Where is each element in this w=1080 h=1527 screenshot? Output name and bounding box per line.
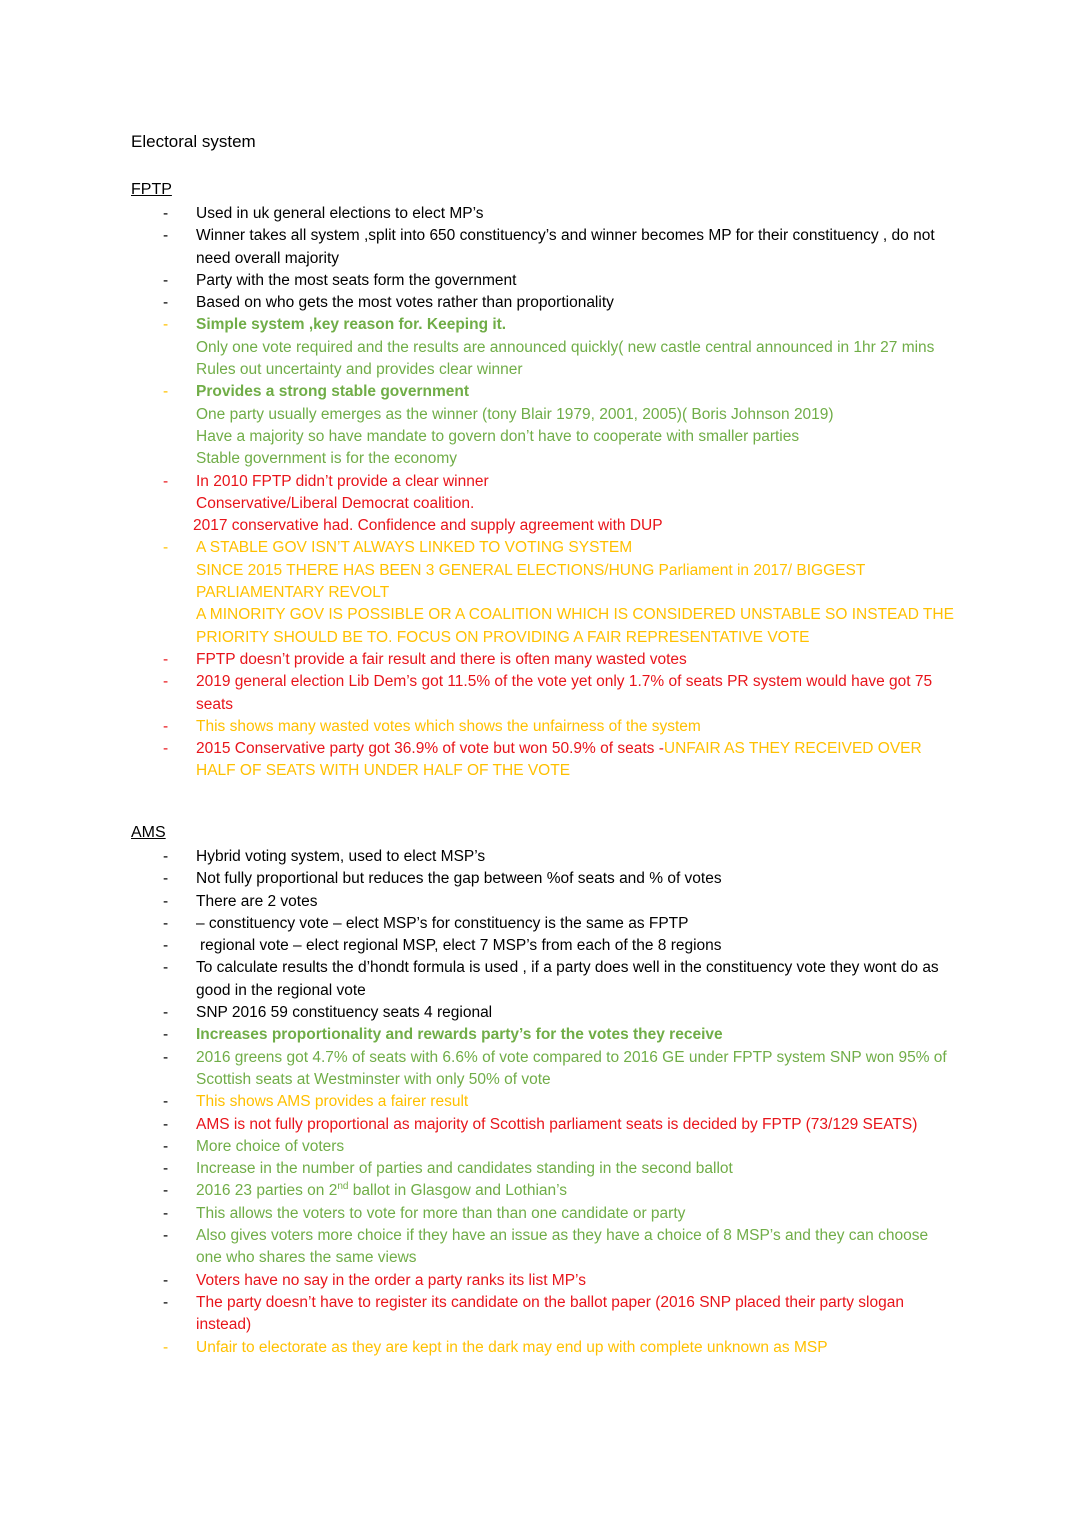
section-heading-fptp: FPTP <box>131 181 172 198</box>
list-item: - FPTP doesn’t provide a fair result and there is often many wasted votes <box>163 650 687 668</box>
list-item: 2017 conservative had. Confidence and supply agreement with DUP <box>193 517 663 535</box>
list-item: - 2016 greens got 4.7% of seats with 6.6% of vote compared to 2016 GE under FPTP system SNP won 95% of Scottish seats at Westminster with only 50% of vote <box>163 1048 947 1088</box>
list-item: A MINORITY GOV IS POSSIBLE OR A COALITION WHICH IS CONSIDERED UNSTABLE SO INSTEAD THE PRIORITY SHOULD BE TO. FOCUS ON PROVIDING A FAIR REPRESENTATIVE VOTE <box>196 606 954 646</box>
list-item: - This shows many wasted votes which shows the unfairness of the system <box>163 717 701 735</box>
list-item: - Hybrid voting system, used to elect MSP’s <box>163 848 486 865</box>
list-item: - There are 2 votes <box>163 892 318 910</box>
list-item: - The party doesn’t have to register its candidate on the ballot paper (2016 SNP placed their party slogan instead) <box>163 1293 904 1334</box>
list-item: Only one vote required and the results are announced quickly( new castle central announced in 1hr 27 mins <box>196 338 935 356</box>
list-item: - This shows AMS provides a fairer result <box>163 1093 469 1111</box>
list-item: SINCE 2015 THERE HAS BEEN 3 GENERAL ELECTIONS/HUNG Parliament in 2017/ BIGGEST PARLIAMENTARY REVOLT <box>196 561 866 602</box>
list-item: - 2016 23 parties on 2nd ballot in Glasgow and Lothian’s <box>163 1181 568 1200</box>
list-item: - A STABLE GOV ISN’T ALWAYS LINKED TO VOTING SYSTEM <box>163 539 633 557</box>
list-item: One party usually emerges as the winner (tony Blair 1979, 2001, 2005)( Boris Johnson 2019) <box>196 405 834 423</box>
list-item: - Party with the most seats form the government <box>163 271 517 289</box>
list-item: - regional vote – elect regional MSP, elect 7 MSP’s from each of the 8 regions <box>163 937 722 955</box>
list-item: - In 2010 FPTP didn’t provide a clear winner <box>163 472 489 490</box>
list-item: - Increases proportionality and rewards party’s for the votes they receive <box>163 1026 723 1044</box>
list-item: - Simple system ,key reason for. Keeping it. <box>163 316 507 334</box>
page-title: Electoral system <box>131 132 256 151</box>
list-item: - AMS is not fully proportional as majority of Scottish parliament seats is decided by FPTP (73/129 SEATS) <box>163 1115 918 1133</box>
list-item: - Voters have no say in the order a party ranks its list MP’s <box>163 1271 586 1289</box>
section-heading-ams: AMS <box>131 824 166 841</box>
list-item: - Unfair to electorate as they are kept in the dark may end up with complete unknown as MSP <box>163 1338 828 1356</box>
list-item: - This allows the voters to vote for more than than one candidate or party <box>163 1204 686 1222</box>
list-item: - Provides a strong stable government <box>163 383 470 401</box>
list-item: - – constituency vote – elect MSP’s for constituency is the same as FPTP <box>163 914 689 932</box>
list-item: - Based on who gets the most votes rather than proportionality <box>163 294 614 312</box>
list-item: - SNP 2016 59 constituency seats 4 regional <box>163 1004 493 1022</box>
list-item: - 2019 general election Lib Dem’s got 11.5% of the vote yet only 1.7% of seats PR system would have got 75 seats <box>163 673 933 713</box>
list-item: - Used in uk general elections to elect MP’s <box>163 205 484 222</box>
ams-list <box>0 846 1080 1359</box>
list-item: Rules out uncertainty and provides clear winner <box>196 361 523 379</box>
list-item: - More choice of voters <box>163 1137 345 1155</box>
list-item: - 2015 Conservative party got 36.9% of vote but won 50.9% of seats -UNFAIR AS THEY RECEIVED OVER HALF OF SEATS WITH UNDER HALF OF THE VOTE <box>163 740 922 780</box>
list-item: - To calculate results the d’hondt formula is used , if a party does well in the constituency vote they wont do as good in the regional vote <box>163 959 939 999</box>
list-item: Stable government is for the economy <box>196 450 458 468</box>
list-item: - Increase in the number of parties and candidates standing in the second ballot <box>163 1160 733 1178</box>
list-item: - Also gives voters more choice if they have an issue as they have a choice of 8 MSP’s and they can choose one who shares the same views <box>163 1227 929 1267</box>
list-item: Have a majority so have mandate to govern don’t have to cooperate with smaller parties <box>196 427 800 445</box>
list-item: Conservative/Liberal Democrat coalition. <box>196 494 475 512</box>
fptp-list <box>0 203 1080 783</box>
list-item: - Not fully proportional but reduces the gap between %of seats and % of votes <box>163 870 722 888</box>
list-item: - Winner takes all system ,split into 650 constituency’s and winner becomes MP for their constituency , do not need overall majority <box>163 227 935 267</box>
